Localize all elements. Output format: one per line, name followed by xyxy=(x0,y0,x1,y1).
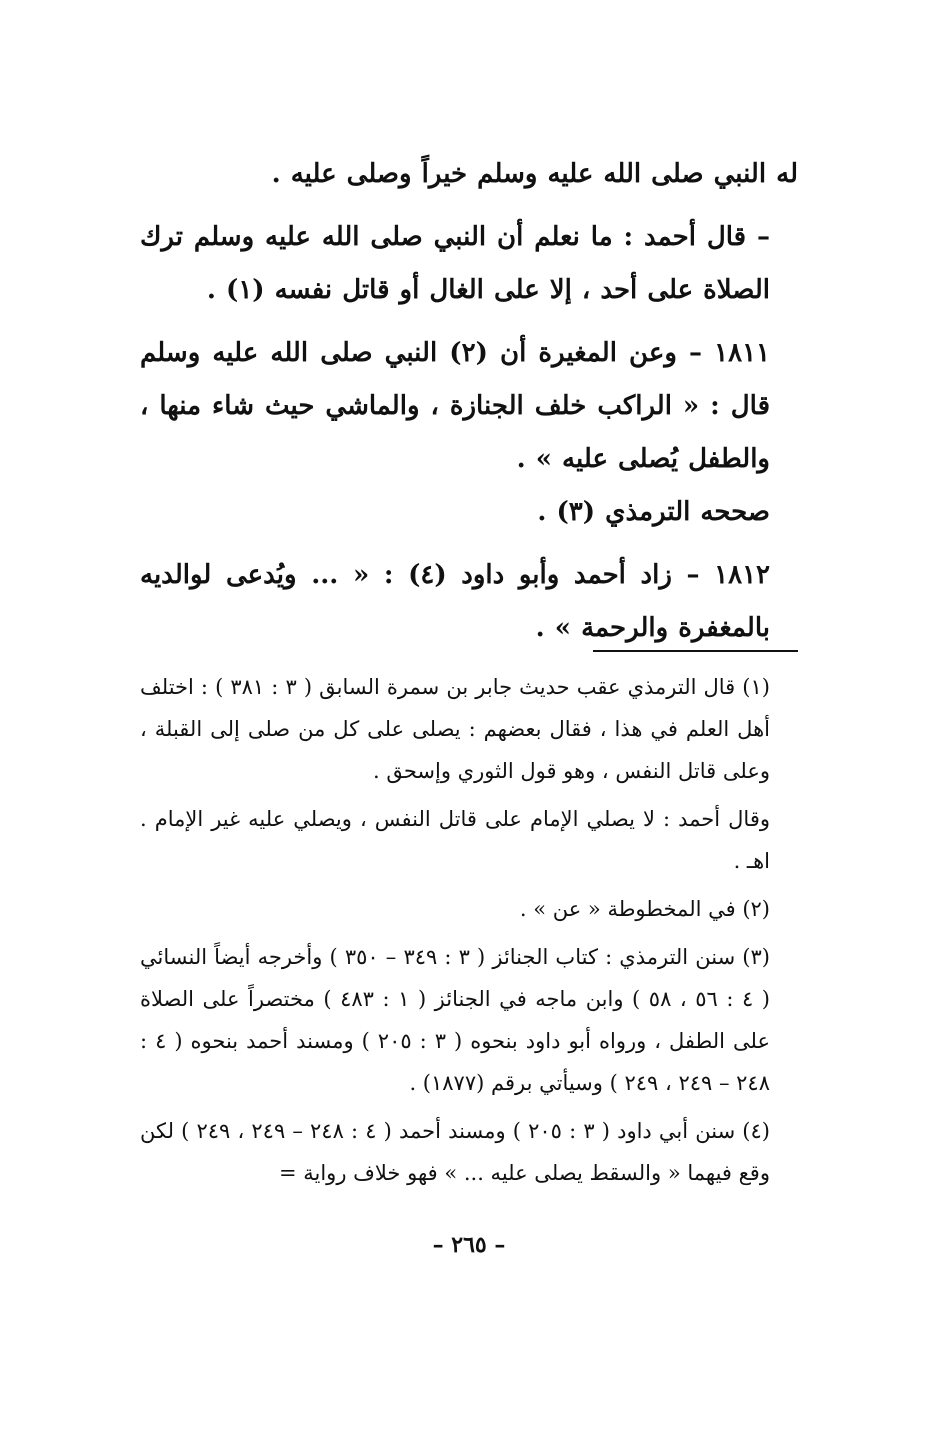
footnote-2: (٢) في المخطوطة « عن » . xyxy=(519,897,770,921)
footnote-1-continued: وقال أحمد : لا يصلي الإمام على قاتل النفس ، ويصلي عليه غير الإمام . اهـ . xyxy=(140,807,770,873)
ahmad-statement: – قال أحمد : ما نعلم أن النبي صلى الله عليه وسلم ترك الصلاة على أحد ، إلا على الغال أو قاتل نفسه (١) . xyxy=(140,222,770,305)
footnote-3: (٣) سنن الترمذي : كتاب الجنائز ( ٣ : ٣٤٩ – ٣٥٠ ) وأخرجه أيضاً النسائي ( ٤ : ٥٦ ، ٥٨ ) وابن ماجه في الجنائز ( ١ : ٤٨٣ ) مختصراً على الصلاة على الطفل ، ورواه أبو داود بنحوه ( ٣ : ٢٠٥ ) ومسند أحمد بنحوه ( ٤ : ٢٤٨ – ٢٤٩ ، ٢٤٩ ) وسيأتي برقم (١٨٧٧) . xyxy=(140,945,770,1095)
hadith-1811: ١٨١١ – وعن المغيرة أن (٢) النبي صلى الله عليه وسلم قال : « الراكب خلف الجنازة ، والماشي حيث شاء منها ، والطفل يُصلى عليه » . xyxy=(140,338,770,474)
main-text xyxy=(140,148,798,655)
page-number: – ٢٦٥ – xyxy=(432,1232,506,1258)
hadith-1812: ١٨١٢ – زاد أحمد وأبو داود (٤) : « ... ويُدعى لوالديه بالمغفرة والرحمة » . xyxy=(140,560,770,643)
tirmidhi-authentication: صححه الترمذي (٣) . xyxy=(537,497,770,527)
footnote-divider xyxy=(593,650,798,652)
footnotes xyxy=(140,666,798,1194)
footnote-1: (١) قال الترمذي عقب حديث جابر بن سمرة السابق ( ٣ : ٣٨١ ) : اختلف أهل العلم في هذا ، فقال بعضهم : يصلى على كل من صلى إلى القبلة ، وعلى قاتل النفس ، وهو قول الثوري وإسحق . xyxy=(140,675,770,783)
footnote-4: (٤) سنن أبي داود ( ٣ : ٢٠٥ ) ومسند أحمد ( ٤ : ٢٤٨ – ٢٤٩ ، ٢٤٩ ) لكن وقع فيهما « والسقط يصلى عليه ... » فهو خلاف رواية = xyxy=(140,1119,770,1185)
continuation-line: له النبي صلى الله عليه وسلم خيراً وصلى عليه . xyxy=(271,159,798,189)
book-page xyxy=(140,0,798,1445)
